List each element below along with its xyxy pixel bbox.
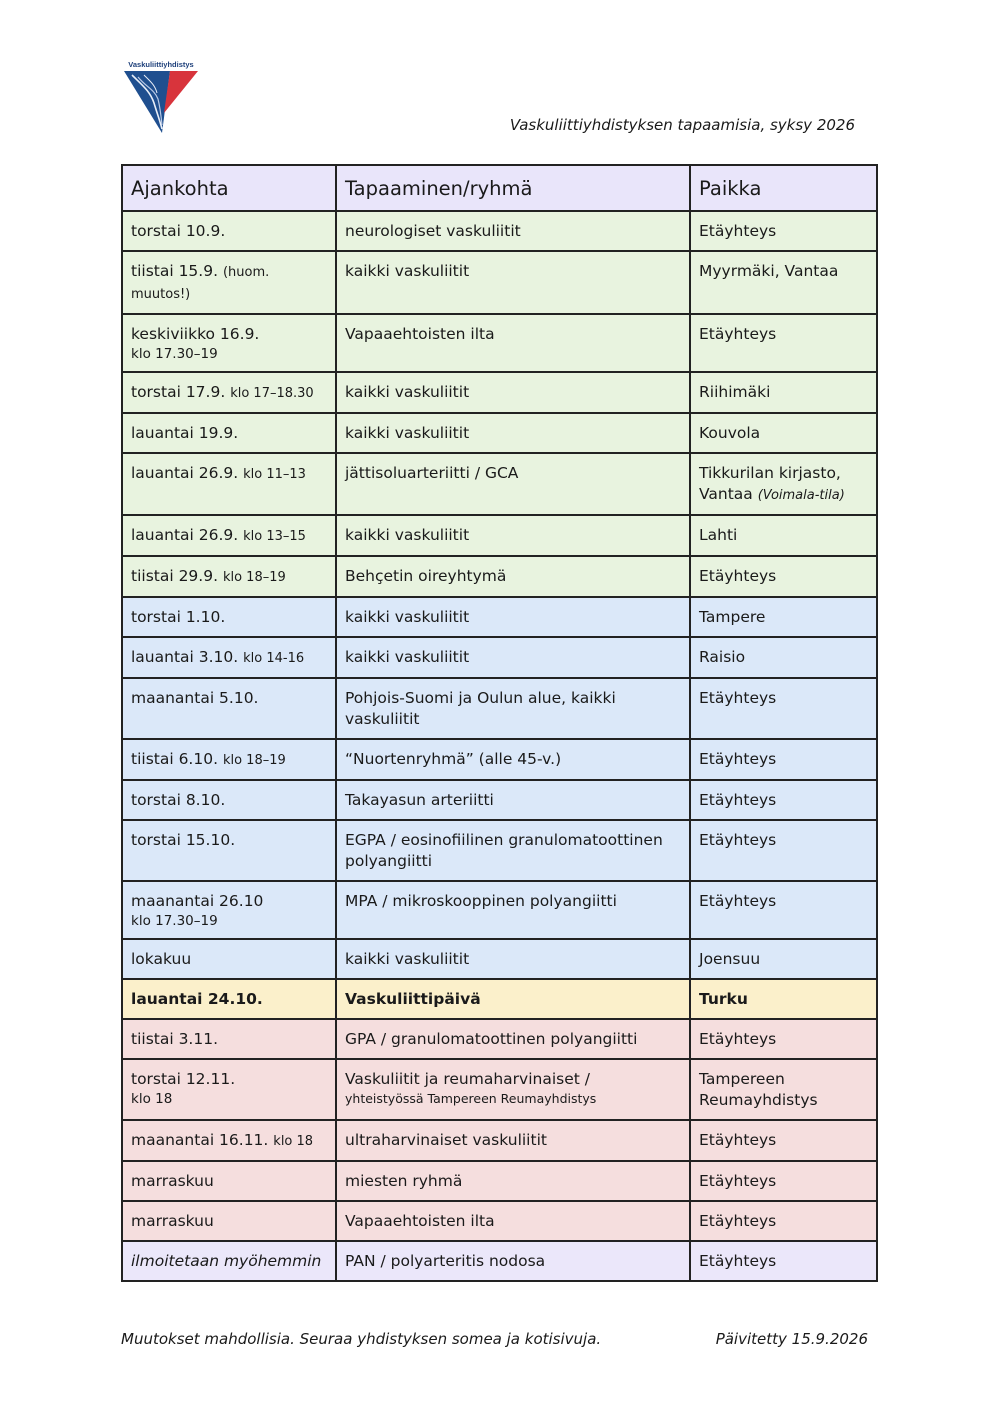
date-cell: torstai 15.10. — [122, 820, 336, 881]
date-time: klo 17.30–19 — [131, 913, 218, 929]
table-row-highlight — [122, 979, 877, 1019]
table-row — [122, 211, 877, 251]
place-cell: Turku — [690, 979, 877, 1019]
event-cell: kaikki vaskuliitit — [336, 372, 690, 413]
event-cell: Vapaaehtoisten ilta — [336, 1201, 690, 1241]
event-cell: kaikki vaskuliitit — [336, 251, 690, 314]
date-cell: lauantai 26.9. klo 13–15 — [122, 515, 336, 556]
date-cell: ilmoitetaan myöhemmin — [122, 1241, 336, 1281]
logo-v-icon — [124, 71, 198, 133]
date-cell: torstai 8.10. — [122, 780, 336, 820]
event-cell: kaikki vaskuliitit — [336, 597, 690, 637]
date-time: klo 18 — [131, 1091, 173, 1107]
event-cell: GPA / granulomatoottinen polyangiitti — [336, 1019, 690, 1059]
event-cell: neurologiset vaskuliitit — [336, 211, 690, 251]
date-cell: torstai 1.10. — [122, 597, 336, 637]
table-row — [122, 881, 877, 939]
table-row — [122, 1241, 877, 1281]
place-cell: Etäyhteys — [690, 211, 877, 251]
event-cell: “Nuortenryhmä” (alle 45-v.) — [336, 739, 690, 780]
table-row — [122, 515, 877, 556]
footer-note: Muutokset mahdollisia. Seuraa yhdistyksen somea ja kotisivuja. — [121, 1330, 602, 1348]
place-cell: Etäyhteys — [690, 314, 877, 372]
header-event: Tapaaminen/ryhmä — [336, 165, 690, 211]
date-time: klo 18–19 — [222, 753, 286, 768]
schedule-table — [121, 164, 878, 1282]
updated-date: Päivitetty 15.9.2026 — [715, 1330, 868, 1348]
logo — [121, 60, 201, 135]
header-place: Paikka — [690, 165, 877, 211]
date-cell: torstai 12.11. klo 18 — [122, 1059, 336, 1120]
table-row — [122, 637, 877, 678]
document-title: Vaskuliittiyhdistyksen tapaamisia, syksy 2026 — [509, 116, 855, 134]
date-cell: tiistai 29.9. klo 18–19 — [122, 556, 336, 597]
event-cell: kaikki vaskuliitit — [336, 413, 690, 453]
date-cell: marraskuu — [122, 1161, 336, 1201]
event-cell: kaikki vaskuliitit — [336, 939, 690, 979]
date-time: klo 14-16 — [243, 651, 305, 666]
place-cell: Etäyhteys — [690, 1161, 877, 1201]
table-row — [122, 820, 877, 881]
event-note: yhteistyössä Tampereen Reumayhdistys — [345, 1091, 597, 1106]
date-cell: marraskuu — [122, 1201, 336, 1241]
table-row — [122, 1120, 877, 1161]
table-row — [122, 1019, 877, 1059]
place-cell: Etäyhteys — [690, 678, 877, 739]
event-cell: Behçetin oireyhtymä — [336, 556, 690, 597]
place-cell: Myyrmäki, Vantaa — [690, 251, 877, 314]
table-row — [122, 1059, 877, 1120]
table-row — [122, 251, 877, 314]
date-cell: lauantai 24.10. — [122, 979, 336, 1019]
event-cell: EGPA / eosinofiilinen granulomatoottinen polyangiitti — [336, 820, 690, 881]
date-cell: maanantai 26.10 klo 17.30–19 — [122, 881, 336, 939]
date-cell: keskiviikko 16.9. klo 17.30–19 — [122, 314, 336, 372]
place-cell: Tampere — [690, 597, 877, 637]
table-row — [122, 1201, 877, 1241]
table-row — [122, 678, 877, 739]
date-note: (huom. muutos!) — [131, 265, 270, 302]
place-cell: Lahti — [690, 515, 877, 556]
place-cell: Etäyhteys — [690, 556, 877, 597]
event-cell: miesten ryhmä — [336, 1161, 690, 1201]
event-cell: ultraharvinaiset vaskuliitit — [336, 1120, 690, 1161]
table-row — [122, 314, 877, 372]
date-time: klo 11–13 — [243, 467, 306, 482]
date-cell: tiistai 6.10. klo 18–19 — [122, 739, 336, 780]
place-cell: Raisio — [690, 637, 877, 678]
event-cell: kaikki vaskuliitit — [336, 637, 690, 678]
date-cell: tiistai 3.11. — [122, 1019, 336, 1059]
date-time: klo 17–18.30 — [230, 386, 314, 401]
date-time: klo 18 — [273, 1134, 314, 1149]
table-row — [122, 556, 877, 597]
event-cell: Vapaaehtoisten ilta — [336, 314, 690, 372]
place-cell: Etäyhteys — [690, 1241, 877, 1281]
date-cell: tiistai 15.9. (huom. muutos!) — [122, 251, 336, 314]
table-row — [122, 372, 877, 413]
place-cell: Kouvola — [690, 413, 877, 453]
date-time: klo 18–19 — [222, 570, 286, 585]
table-row — [122, 739, 877, 780]
place-cell: Riihimäki — [690, 372, 877, 413]
table-row — [122, 1161, 877, 1201]
place-cell: Etäyhteys — [690, 1120, 877, 1161]
place-cell: Tikkurilan kirjasto, Vantaa (Voimala-tila) — [690, 453, 877, 515]
place-cell: Etäyhteys — [690, 881, 877, 939]
date-cell: torstai 10.9. — [122, 211, 336, 251]
event-cell: jättisoluarteriitti / GCA — [336, 453, 690, 515]
event-cell: Vaskuliittipäivä — [336, 979, 690, 1019]
table-row — [122, 597, 877, 637]
table-row — [122, 939, 877, 979]
date-cell: maanantai 5.10. — [122, 678, 336, 739]
date-cell: lauantai 19.9. — [122, 413, 336, 453]
place-cell: Etäyhteys — [690, 1201, 877, 1241]
table-row — [122, 453, 877, 515]
date-cell: torstai 17.9. klo 17–18.30 — [122, 372, 336, 413]
event-cell: Takayasun arteriitti — [336, 780, 690, 820]
place-cell: Etäyhteys — [690, 1019, 877, 1059]
place-note: (Voimala-tila) — [757, 488, 845, 503]
date-cell: lokakuu — [122, 939, 336, 979]
header-date: Ajankohta — [122, 165, 336, 211]
logo-text: Vaskuliittiyhdistys — [128, 60, 194, 69]
date-cell: lauantai 3.10. klo 14-16 — [122, 637, 336, 678]
place-cell: Etäyhteys — [690, 739, 877, 780]
date-time: klo 13–15 — [243, 529, 306, 544]
place-cell: Etäyhteys — [690, 780, 877, 820]
table-header-row — [122, 165, 877, 211]
date-time: klo 17.30–19 — [131, 346, 218, 362]
event-cell: Pohjois-Suomi ja Oulun alue, kaikki vaskuliitit — [336, 678, 690, 739]
event-cell: MPA / mikroskooppinen polyangiitti — [336, 881, 690, 939]
event-cell: Vaskuliitit ja reumaharvinaiset / yhteistyössä Tampereen Reumayhdistys — [336, 1059, 690, 1120]
date-cell: lauantai 26.9. klo 11–13 — [122, 453, 336, 515]
table-row — [122, 413, 877, 453]
date-cell: maanantai 16.11. klo 18 — [122, 1120, 336, 1161]
place-cell: Tampereen Reumayhdistys — [690, 1059, 877, 1120]
table-row — [122, 780, 877, 820]
event-cell: PAN / polyarteritis nodosa — [336, 1241, 690, 1281]
event-cell: kaikki vaskuliitit — [336, 515, 690, 556]
place-cell: Etäyhteys — [690, 820, 877, 881]
place-cell: Joensuu — [690, 939, 877, 979]
